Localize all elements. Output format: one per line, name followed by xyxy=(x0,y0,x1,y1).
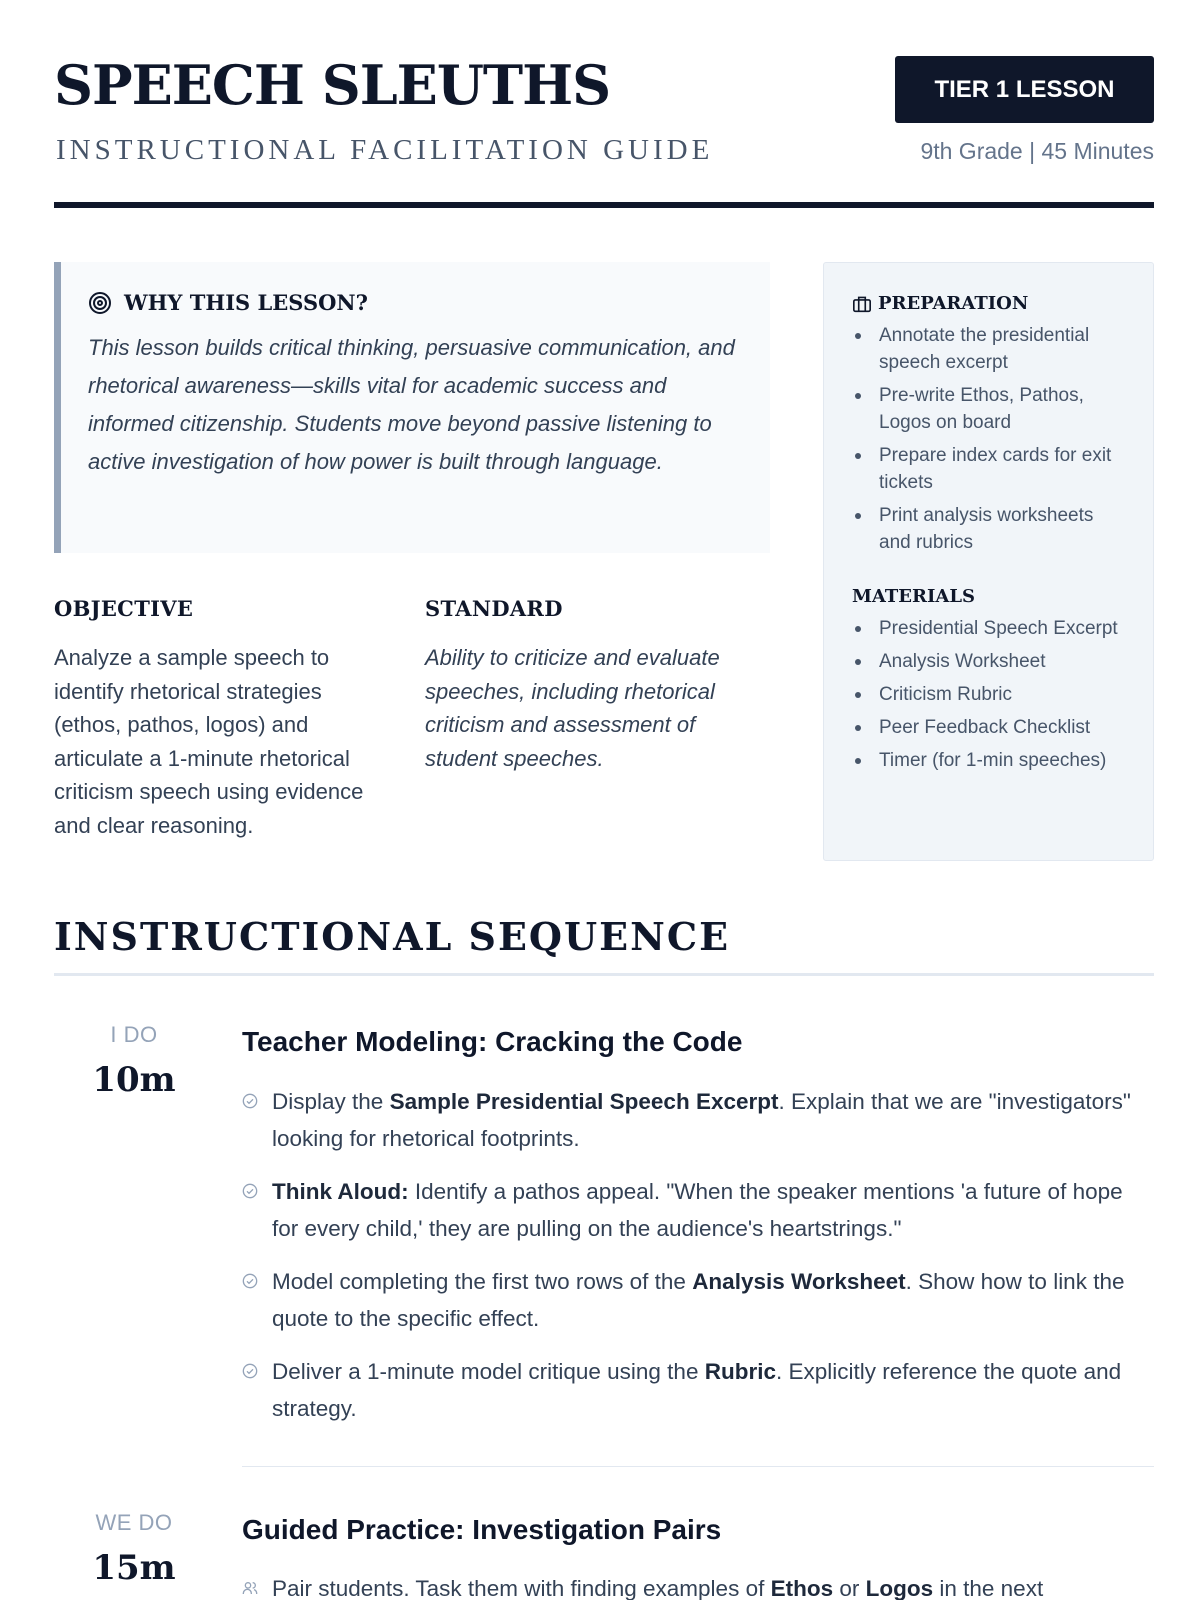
phase-duration: 15m xyxy=(92,1548,176,1588)
tier-badge: TIER 1 LESSON xyxy=(895,56,1154,123)
why-lesson-heading xyxy=(88,290,742,315)
why-lesson-heading-text: WHY THIS LESSON? xyxy=(124,290,368,315)
list-item: Peer Feedback Checklist xyxy=(852,714,1129,741)
phase-title: Teacher Modeling: Cracking the Code xyxy=(242,1026,743,1057)
step-item: Think Aloud: Identify a pathos appeal. "When the speaker mentions 'a future of hope for every child,' they are pulling on the audience's heartstrings." xyxy=(242,1173,1154,1247)
objective-section xyxy=(54,596,394,842)
list-item: Timer (for 1-min speeches) xyxy=(852,747,1129,774)
step-item: Pair students. Task them with finding examples of Ethos or Logos in the next xyxy=(242,1570,1154,1600)
check-circle-icon xyxy=(242,1183,258,1199)
list-item: Annotate the presidential speech excerpt xyxy=(852,322,1129,376)
grade-duration: 9th Grade | 45 Minutes xyxy=(920,138,1154,164)
list-item: Analysis Worksheet xyxy=(852,648,1129,675)
list-item: Pre-write Ethos, Pathos, Logos on board xyxy=(852,382,1129,436)
phase-label: WE DO xyxy=(95,1510,173,1535)
briefcase-icon xyxy=(852,295,872,313)
preparation-heading-text: PREPARATION xyxy=(878,293,1029,314)
phase-divider xyxy=(242,1466,1154,1467)
why-lesson-text: This lesson builds critical thinking, persuasive communication, and rhetorical awareness—skills vital for academic success and informed citizenship. Students move beyond passive listening to active investigation of how power is built through language. xyxy=(88,335,735,474)
page-header xyxy=(54,53,1154,208)
sequence-title: INSTRUCTIONAL SEQUENCE xyxy=(54,914,731,959)
materials-list xyxy=(852,615,1129,774)
objective-heading: OBJECTIVE xyxy=(54,596,194,621)
check-circle-icon xyxy=(242,1363,258,1379)
list-item: Criticism Rubric xyxy=(852,681,1129,708)
phase-title: Guided Practice: Investigation Pairs xyxy=(242,1514,722,1545)
prep-materials-panel xyxy=(823,262,1154,861)
phase-duration: 10m xyxy=(92,1060,176,1100)
sequence-divider xyxy=(54,973,1154,976)
list-item: Prepare index cards for exit tickets xyxy=(852,442,1129,496)
materials-heading: MATERIALS xyxy=(852,586,976,607)
check-circle-icon xyxy=(242,1273,258,1289)
page-title: SPEECH SLEUTHS xyxy=(54,53,611,117)
preparation-list xyxy=(852,322,1129,556)
standard-heading: STANDARD xyxy=(425,596,563,621)
check-circle-icon xyxy=(242,1093,258,1109)
step-item: Model completing the first two rows of the Analysis Worksheet. Show how to link the quote to the specific effect. xyxy=(242,1263,1154,1337)
step-item: Deliver a 1-minute model critique using the Rubric. Explicitly reference the quote and strategy. xyxy=(242,1353,1154,1427)
step-item: Display the Sample Presidential Speech Excerpt. Explain that we are "investigators" looking for rhetorical footprints. xyxy=(242,1083,1154,1157)
list-item: Print analysis worksheets and rubrics xyxy=(852,502,1129,556)
page-subtitle: INSTRUCTIONAL FACILITATION GUIDE xyxy=(56,134,714,166)
target-icon xyxy=(88,291,112,315)
list-item: Presidential Speech Excerpt xyxy=(852,615,1129,642)
standard-text: Ability to criticize and evaluate speeches, including rhetorical criticism and assessment of student speeches. xyxy=(425,645,720,771)
why-lesson-box xyxy=(54,262,770,553)
phase-label: I DO xyxy=(110,1022,158,1047)
standard-section xyxy=(425,596,770,775)
preparation-heading xyxy=(852,293,1129,314)
users-icon xyxy=(242,1580,258,1596)
objective-text: Analyze a sample speech to identify rhetorical strategies (ethos, pathos, logos) and articulate a 1-minute rhetorical criticism speech using evidence and clear reasoning. xyxy=(54,645,364,838)
